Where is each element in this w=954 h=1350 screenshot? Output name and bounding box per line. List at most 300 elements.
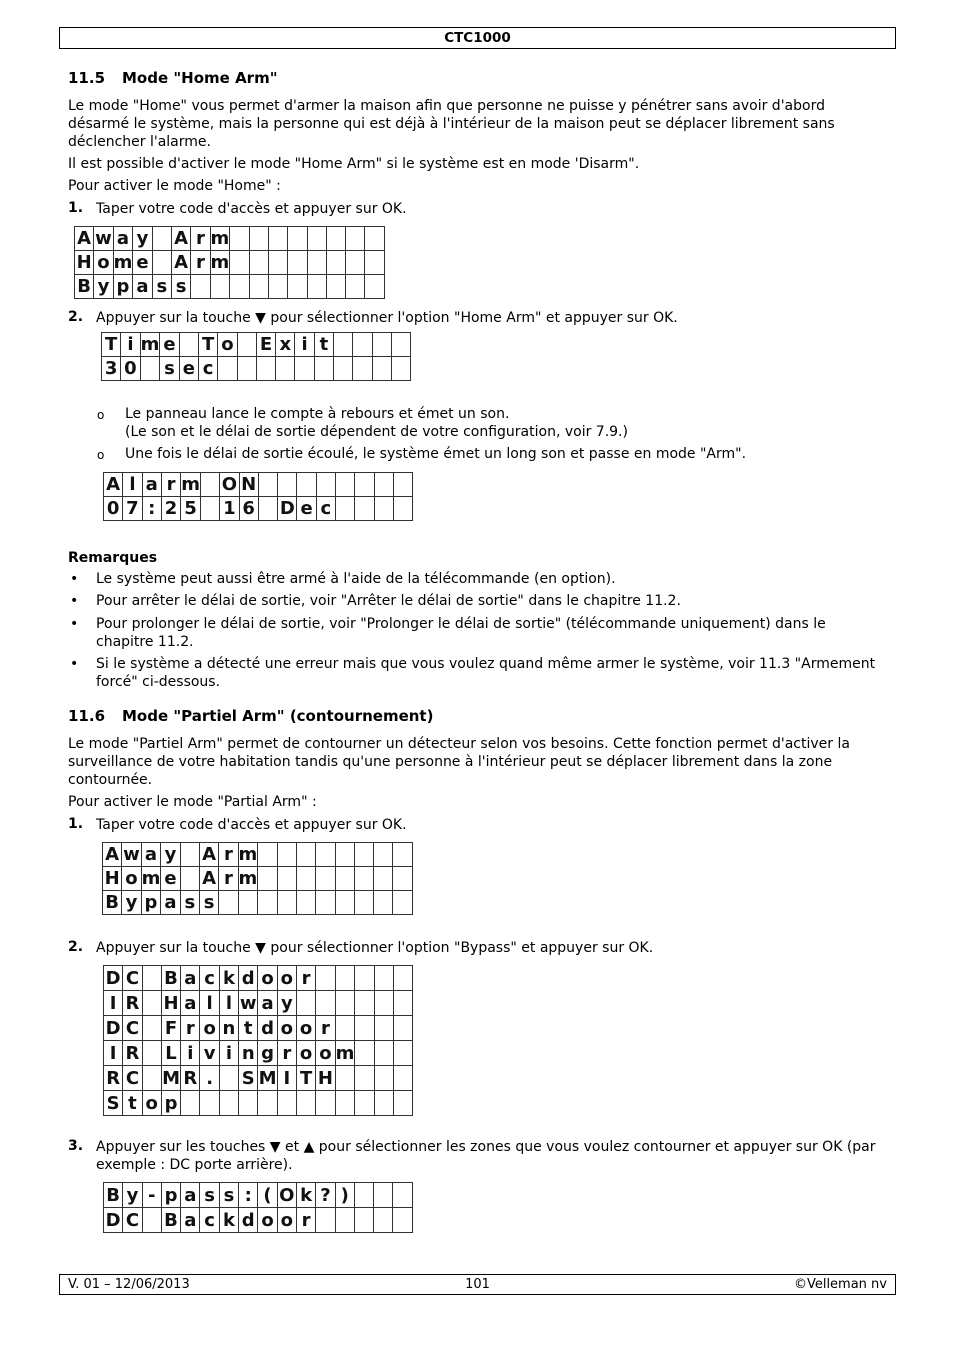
lcd-cell: x [276, 333, 295, 357]
lcd-cell [374, 867, 393, 891]
lcd-cell: ? [316, 1183, 335, 1208]
lcd-cell: s [171, 275, 190, 299]
section-title: Mode "Home Arm" [122, 69, 278, 87]
lcd-cell: B [161, 1208, 180, 1233]
document-footer [59, 1274, 896, 1295]
lcd-cell: a [161, 891, 180, 915]
lcd-row [104, 1041, 413, 1066]
lcd-cell [374, 991, 393, 1016]
lcd-cell [354, 843, 373, 867]
lcd-cell: M [258, 1067, 277, 1089]
lcd-cell: D [104, 1016, 123, 1041]
sub-bullet: o [97, 408, 105, 422]
section-heading-11-6 [68, 707, 433, 725]
sub-item-line: Le panneau lance le compte à rebours et émet un son. [125, 406, 510, 422]
lcd-cell [354, 1208, 373, 1233]
lcd-cell: v [200, 1041, 219, 1066]
lcd-cell [237, 333, 256, 357]
step-text: Taper votre code d'accès et appuyer sur OK. [96, 817, 407, 833]
lcd-cell [355, 1016, 374, 1041]
lcd-cell [393, 497, 412, 521]
lcd-cell: B [161, 966, 180, 991]
lcd-cell: s [180, 891, 199, 915]
lcd-row [75, 251, 385, 275]
lcd-cell: m [238, 868, 258, 889]
lcd-cell: w [123, 844, 140, 865]
sub-item-line: (Le son et le délai de sortie dépendent de votre configuration, voir 7.9.) [125, 424, 628, 440]
step-text: Appuyer sur la touche ▼ pour sélectionner l'option "Home Arm" et appuyer sur OK. [96, 310, 678, 326]
lcd-row [104, 1091, 413, 1116]
lcd-cell [258, 867, 277, 891]
step-number: 2. [68, 309, 84, 325]
remark-item: Si le système a détecté une erreur mais que vous voulez quand même armer le système, voir 11.3 "Armement forcé" ci-dessous. [96, 656, 876, 690]
lcd-row [104, 1066, 413, 1091]
lcd-cell [365, 275, 384, 299]
lcd-display [103, 472, 413, 521]
lcd-cell [314, 357, 333, 381]
lcd-cell: C [123, 966, 142, 991]
lcd-cell [142, 1016, 161, 1041]
lcd-cell [180, 843, 199, 867]
lcd-cell [288, 251, 307, 275]
lcd-cell [335, 966, 355, 991]
lcd-cell: T [198, 333, 217, 357]
lcd-cell: r [181, 1016, 200, 1041]
lcd-cell: s [200, 1183, 219, 1208]
lcd-cell: O [221, 474, 238, 495]
lcd-cell: M [162, 1067, 180, 1089]
lcd-cell: S [104, 1091, 123, 1116]
lcd-cell: m [141, 868, 161, 889]
lcd-cell [295, 357, 314, 381]
lcd-cell: a [181, 1183, 200, 1208]
lcd-cell: m [210, 252, 230, 273]
lcd-cell [316, 891, 335, 915]
lcd-row [104, 473, 413, 497]
lcd-row [104, 1183, 413, 1208]
lcd-cell [210, 275, 230, 299]
lcd-display [102, 842, 413, 915]
lcd-cell: 0 [104, 497, 123, 521]
lcd-cell [374, 1183, 393, 1208]
lcd-display [101, 332, 411, 381]
lcd-cell: e [133, 251, 152, 275]
lcd-cell: T [296, 1066, 315, 1091]
lcd-cell: B [104, 1183, 123, 1208]
lcd-cell [354, 891, 373, 915]
lcd-cell: R [123, 991, 142, 1016]
lcd-cell [288, 275, 307, 299]
lcd-cell: A [75, 227, 94, 251]
lcd-cell: a [181, 991, 200, 1016]
lcd-cell [277, 1091, 296, 1116]
lcd-cell [258, 843, 277, 867]
lcd-cell [355, 473, 374, 497]
lcd-cell [296, 843, 315, 867]
lcd-cell: C [123, 1016, 142, 1041]
lcd-cell: r [191, 251, 210, 275]
lcd-cell [180, 867, 199, 891]
lcd-cell [276, 357, 295, 381]
lcd-cell: a [113, 227, 133, 251]
lcd-cell [393, 966, 412, 991]
lcd-cell [142, 1041, 161, 1066]
lcd-cell: r [296, 1208, 315, 1233]
lcd-cell: p [113, 275, 133, 299]
lcd-cell: 7 [123, 497, 142, 521]
lcd-cell: c [200, 1208, 219, 1233]
lcd-cell [296, 891, 315, 915]
lcd-cell: A [104, 473, 123, 497]
lcd-cell: e [297, 497, 316, 521]
step-number: 3. [68, 1138, 84, 1154]
section-number: 11.6 [68, 707, 106, 725]
step-text: Appuyer sur les touches ▼ et ▲ pour sélectionner les zones que vous voulez contourner et appuyer sur OK (par exemple : DC porte arrière). [96, 1139, 876, 1173]
lcd-cell: m [210, 228, 230, 249]
bullet: • [70, 593, 79, 609]
lcd-cell: p [141, 891, 161, 915]
lcd-cell: i [219, 1041, 238, 1066]
lcd-cell [219, 1091, 238, 1116]
footer-copyright: ©Velleman nv [793, 1277, 887, 1292]
lcd-cell: D [104, 1208, 123, 1233]
lcd-cell [393, 1066, 412, 1091]
lcd-cell [365, 251, 384, 275]
lcd-cell: o [277, 1208, 296, 1233]
lcd-row [104, 966, 413, 991]
lcd-cell [393, 891, 412, 915]
lcd-cell: C [123, 1066, 142, 1091]
lcd-cell: m [181, 474, 200, 495]
lcd-row [104, 991, 413, 1016]
lcd-cell: t [239, 1016, 258, 1041]
step-text: Taper votre code d'accès et appuyer sur OK. [96, 201, 407, 217]
lcd-cell [316, 473, 335, 497]
lcd-cell: r [219, 867, 238, 891]
lcd-cell: y [133, 227, 152, 251]
lcd-cell: p [161, 1091, 180, 1116]
lcd-row [103, 843, 413, 867]
lcd-cell [335, 867, 354, 891]
lcd-cell: m [335, 1042, 355, 1064]
bullet: • [70, 656, 79, 672]
lcd-cell: c [316, 497, 335, 521]
lcd-cell: A [199, 867, 218, 891]
lcd-cell [268, 227, 287, 251]
lcd-cell [335, 891, 354, 915]
lcd-cell: D [278, 497, 297, 521]
lcd-cell: m [113, 252, 133, 273]
document-title: CTC1000 [444, 30, 511, 46]
lcd-cell: o [122, 867, 141, 891]
lcd-cell: e [179, 357, 198, 381]
lcd-cell [237, 357, 256, 381]
lcd-cell [346, 251, 365, 275]
lcd-cell [288, 227, 307, 251]
lcd-cell: l [123, 473, 142, 497]
lcd-cell: - [142, 1183, 161, 1208]
lcd-cell [334, 333, 353, 357]
lcd-cell: E [256, 333, 275, 357]
lcd-cell [374, 966, 393, 991]
sub-item-text [125, 405, 885, 441]
lcd-cell: r [296, 966, 315, 991]
lcd-cell: o [258, 1208, 277, 1233]
paragraph: Le mode "Partiel Arm" permet de contourner un détecteur selon vos besoins. Cette fonction permet d'activer la surveillance de votre habitation tandis qu'une personne à l'intérieur peut se déplacer librement dans la zone contournée. [68, 736, 850, 788]
lcd-cell [152, 227, 171, 251]
lcd-cell [268, 275, 287, 299]
lcd-cell [393, 867, 412, 891]
lcd-cell: o [258, 966, 277, 991]
lcd-cell: T [102, 333, 121, 357]
lcd-cell: m [140, 334, 160, 355]
lcd-cell [219, 1066, 238, 1091]
paragraph: Pour activer le mode "Home" : [68, 178, 281, 194]
lcd-cell [355, 1066, 374, 1091]
lcd-cell: H [161, 991, 180, 1016]
lcd-cell [258, 473, 277, 497]
lcd-cell [296, 1091, 315, 1116]
lcd-cell [258, 891, 277, 915]
lcd-cell: o [94, 251, 113, 275]
lcd-cell: I [104, 1041, 123, 1066]
lcd-cell [393, 1091, 412, 1116]
lcd-cell [335, 1066, 355, 1091]
lcd-display [103, 1182, 413, 1233]
lcd-cell: o [277, 1016, 296, 1041]
lcd-cell: s [199, 891, 218, 915]
lcd-cell [393, 991, 412, 1016]
lcd-cell [142, 1208, 161, 1233]
lcd-cell: a [181, 1208, 200, 1233]
lcd-cell [142, 991, 161, 1016]
lcd-cell [355, 1041, 374, 1066]
lcd-cell [374, 1041, 393, 1066]
lcd-cell: r [219, 843, 238, 867]
lcd-cell [374, 1091, 393, 1116]
lcd-cell: i [121, 333, 140, 357]
lcd-cell: y [122, 891, 141, 915]
lcd-cell: C [123, 1208, 142, 1233]
lcd-cell [374, 1016, 393, 1041]
lcd-cell [268, 251, 287, 275]
lcd-cell: 0 [121, 357, 140, 381]
lcd-row [75, 227, 385, 251]
lcd-cell: y [161, 843, 180, 867]
lcd-cell: l [219, 991, 238, 1016]
lcd-cell [393, 1016, 412, 1041]
lcd-cell [316, 1091, 335, 1116]
lcd-cell: 3 [102, 357, 121, 381]
lcd-cell: i [295, 333, 314, 357]
lcd-cell [326, 251, 345, 275]
remark-item: Pour prolonger le délai de sortie, voir "Prolonger le délai de sortie" (télécommande uniquement) dans le chapitre 11.2. [96, 616, 826, 650]
paragraph: Il est possible d'activer le mode "Home Arm" si le système est en mode 'Disarm". [68, 156, 640, 172]
lcd-cell: d [258, 1016, 277, 1041]
section-title: Mode "Partiel Arm" (contournement) [122, 707, 434, 725]
lcd-cell: A [103, 843, 122, 867]
lcd-cell: m [238, 844, 258, 865]
lcd-cell: y [94, 275, 113, 299]
lcd-cell [374, 891, 393, 915]
lcd-cell: o [277, 966, 296, 991]
lcd-cell [296, 991, 315, 1016]
lcd-row [102, 357, 411, 381]
lcd-cell: o [218, 333, 237, 357]
lcd-cell: : [239, 1183, 258, 1208]
lcd-cell [326, 275, 345, 299]
bullet: • [70, 616, 79, 632]
lcd-cell: g [258, 1041, 277, 1066]
lcd-cell [354, 867, 373, 891]
lcd-cell [179, 333, 198, 357]
lcd-cell: s [152, 275, 171, 299]
lcd-cell: B [75, 275, 94, 299]
paragraph: Pour activer le mode "Partial Arm" : [68, 794, 317, 810]
footer-version: V. 01 – 12/06/2013 [68, 1277, 190, 1292]
lcd-cell: o [296, 1016, 315, 1041]
lcd-cell [239, 1091, 258, 1116]
lcd-cell [374, 843, 393, 867]
lcd-cell [258, 497, 277, 521]
lcd-cell: ( [258, 1183, 277, 1208]
lcd-cell: d [239, 1208, 258, 1233]
lcd-cell [230, 275, 249, 299]
lcd-cell [140, 357, 160, 381]
lcd-cell [142, 1066, 161, 1091]
lcd-cell [355, 966, 374, 991]
lcd-cell [296, 867, 315, 891]
lcd-cell [278, 473, 297, 497]
lcd-row [104, 497, 413, 521]
section-number: 11.5 [68, 69, 106, 87]
lcd-cell: D [104, 966, 123, 991]
sub-item-text: Une fois le délai de sortie écoulé, le système émet un long son et passe en mode "Arm". [125, 446, 747, 462]
lcd-cell [142, 966, 161, 991]
lcd-cell [335, 843, 354, 867]
lcd-cell: ) [335, 1183, 354, 1208]
lcd-cell: a [133, 275, 152, 299]
lcd-cell [200, 473, 219, 497]
lcd-cell: s [219, 1183, 238, 1208]
lcd-cell: y [277, 991, 296, 1016]
step-number: 1. [68, 816, 84, 832]
lcd-cell [374, 1208, 393, 1233]
lcd-cell: 1 [220, 497, 239, 521]
lcd-cell: R [104, 1066, 123, 1091]
lcd-cell: r [277, 1041, 296, 1066]
lcd-cell: k [219, 966, 238, 991]
lcd-cell [391, 333, 410, 357]
lcd-cell: S [239, 1066, 258, 1091]
lcd-cell [297, 473, 316, 497]
lcd-cell [230, 251, 249, 275]
lcd-cell: r [161, 473, 180, 497]
lcd-cell: O [279, 1184, 295, 1206]
lcd-cell [374, 497, 393, 521]
lcd-cell [336, 473, 355, 497]
lcd-cell: H [75, 251, 94, 275]
lcd-cell [316, 991, 335, 1016]
step-number: 2. [68, 939, 84, 955]
lcd-cell [249, 275, 268, 299]
lcd-cell: I [104, 991, 123, 1016]
lcd-row [104, 1016, 413, 1041]
lcd-cell [316, 966, 335, 991]
lcd-cell [372, 333, 391, 357]
lcd-cell [191, 275, 210, 299]
lcd-cell [152, 251, 171, 275]
lcd-display [103, 965, 413, 1116]
lcd-cell [374, 1066, 393, 1091]
lcd-cell [200, 497, 219, 521]
bullet: • [70, 571, 79, 587]
lcd-cell: N [239, 473, 258, 497]
lcd-cell: A [171, 251, 190, 275]
lcd-cell: o [142, 1091, 161, 1116]
lcd-cell [307, 275, 326, 299]
lcd-row [102, 333, 411, 357]
lcd-cell [365, 227, 384, 251]
lcd-cell: o [296, 1041, 315, 1066]
lcd-cell [316, 867, 335, 891]
lcd-cell: A [171, 227, 190, 251]
lcd-cell [326, 227, 345, 251]
lcd-row [75, 275, 385, 299]
lcd-cell: L [161, 1041, 180, 1066]
lcd-cell [316, 843, 335, 867]
lcd-cell: B [103, 891, 122, 915]
lcd-cell [355, 991, 374, 1016]
lcd-cell [230, 227, 249, 251]
lcd-cell [346, 275, 365, 299]
lcd-cell [372, 357, 391, 381]
lcd-cell [256, 357, 275, 381]
lcd-cell [249, 251, 268, 275]
lcd-cell [355, 497, 374, 521]
lcd-cell: e [161, 867, 180, 891]
lcd-row [103, 867, 413, 891]
lcd-cell: r [316, 1016, 335, 1041]
lcd-cell: a [181, 966, 200, 991]
lcd-cell: R [181, 1066, 200, 1091]
sub-bullet: o [97, 448, 105, 462]
lcd-cell: w [239, 992, 257, 1014]
lcd-cell: a [142, 473, 161, 497]
lcd-cell: i [181, 1041, 200, 1066]
lcd-cell: 6 [239, 497, 258, 521]
lcd-cell [353, 357, 372, 381]
lcd-cell [353, 333, 372, 357]
lcd-cell [334, 357, 353, 381]
lcd-cell [393, 1183, 412, 1208]
section-heading-11-5 [68, 69, 278, 87]
lcd-cell [181, 1091, 200, 1116]
lcd-cell: o [316, 1041, 335, 1066]
lcd-cell [218, 357, 237, 381]
lcd-cell: e [160, 333, 179, 357]
lcd-cell [307, 251, 326, 275]
lcd-cell: c [200, 966, 219, 991]
lcd-cell: n [239, 1041, 258, 1066]
lcd-cell: 5 [181, 497, 201, 521]
lcd-cell: H [316, 1066, 335, 1091]
lcd-row [103, 891, 413, 915]
lcd-cell: l [200, 991, 219, 1016]
remark-item: Pour arrêter le délai de sortie, voir "Arrêter le délai de sortie" dans le chapitre 11.2. [96, 593, 681, 609]
lcd-cell [277, 891, 296, 915]
step-number: 1. [68, 200, 84, 216]
